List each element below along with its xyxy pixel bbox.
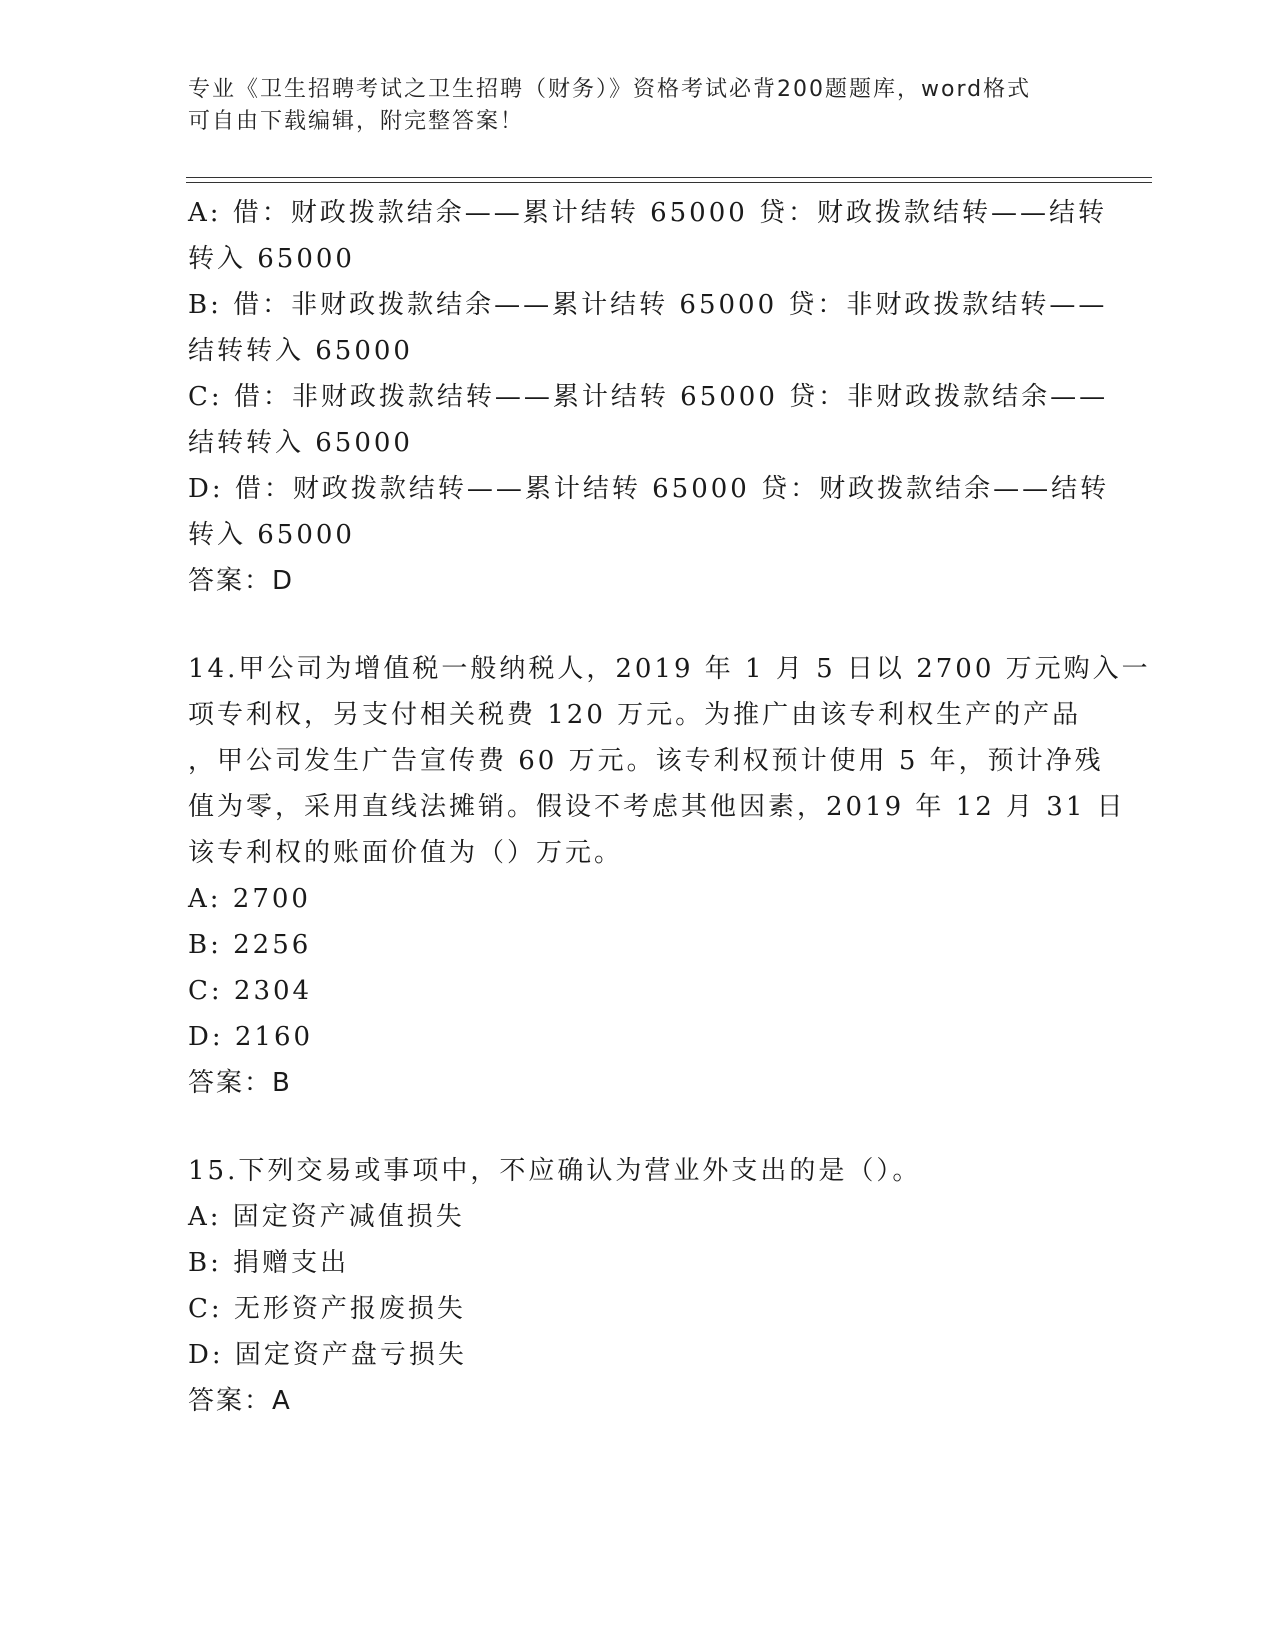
header-divider-top: [186, 177, 1152, 178]
option-a: A: 固定资产减值损失: [188, 1202, 465, 1232]
option-b: B: 捐赠支出: [188, 1248, 350, 1278]
question-stem-line: 14.甲公司为增值税一般纳税人，2019 年 1 月 5 日以 2700 万元购入一: [188, 654, 1151, 684]
question-14: [188, 646, 1151, 1106]
option-line: 结转转入 65000: [188, 428, 413, 458]
spacer: [188, 604, 1068, 646]
option-line: C: 借：非财政拨款结转——累计结转 65000 贷：非财政拨款结余——: [188, 382, 1109, 412]
option-line: D: 借：财政拨款结转——累计结转 65000 贷：财政拨款结余——结转: [188, 474, 1110, 504]
option-line: B: 借：非财政拨款结余——累计结转 65000 贷：非财政拨款结转——: [188, 290, 1108, 320]
question-15: [188, 1148, 1068, 1424]
option-b: B: 2256: [188, 930, 312, 960]
option-line: 转入 65000: [188, 520, 355, 550]
header-divider-bottom: [186, 182, 1152, 183]
document-header: [188, 74, 1068, 138]
spacer: [188, 1106, 1068, 1148]
option-line: A: 借：财政拨款结余——累计结转 65000 贷：财政拨款结转——结转: [188, 198, 1108, 228]
option-c: C: 2304: [188, 976, 313, 1006]
option-a: A: 2700: [188, 884, 311, 914]
question-stem-line: ，甲公司发生广告宣传费 60 万元。该专利权预计使用 5 年，预计净残: [188, 746, 1104, 776]
question-13-answer: 答案：D: [188, 566, 295, 596]
question-stem-line: 值为零，采用直线法摊销。假设不考虑其他因素，2019 年 12 月 31 日: [188, 792, 1126, 822]
question-15-answer: 答案：A: [188, 1386, 292, 1416]
option-line: 结转转入 65000: [188, 336, 413, 366]
header-line-1: 专业《卫生招聘考试之卫生招聘（财务）》资格考试必背200题题库，word格式: [188, 77, 1032, 102]
question-content: [188, 190, 1151, 1424]
option-c: C: 无形资产报废损失: [188, 1294, 466, 1324]
question-13-options: [188, 190, 1110, 558]
option-d: D: 2160: [188, 1022, 314, 1052]
header-line-2: 可自由下载编辑，附完整答案！: [188, 109, 525, 134]
question-stem-line: 该专利权的账面价值为（）万元。: [188, 838, 624, 868]
question-stem-line: 15.下列交易或事项中，不应确认为营业外支出的是（）。: [188, 1156, 922, 1186]
option-line: 转入 65000: [188, 244, 355, 274]
question-stem-line: 项专利权，另支付相关税费 120 万元。为推广由该专利权生产的产品: [188, 700, 1082, 730]
question-14-answer: 答案：B: [188, 1068, 292, 1098]
option-d: D: 固定资产盘亏损失: [188, 1340, 467, 1370]
